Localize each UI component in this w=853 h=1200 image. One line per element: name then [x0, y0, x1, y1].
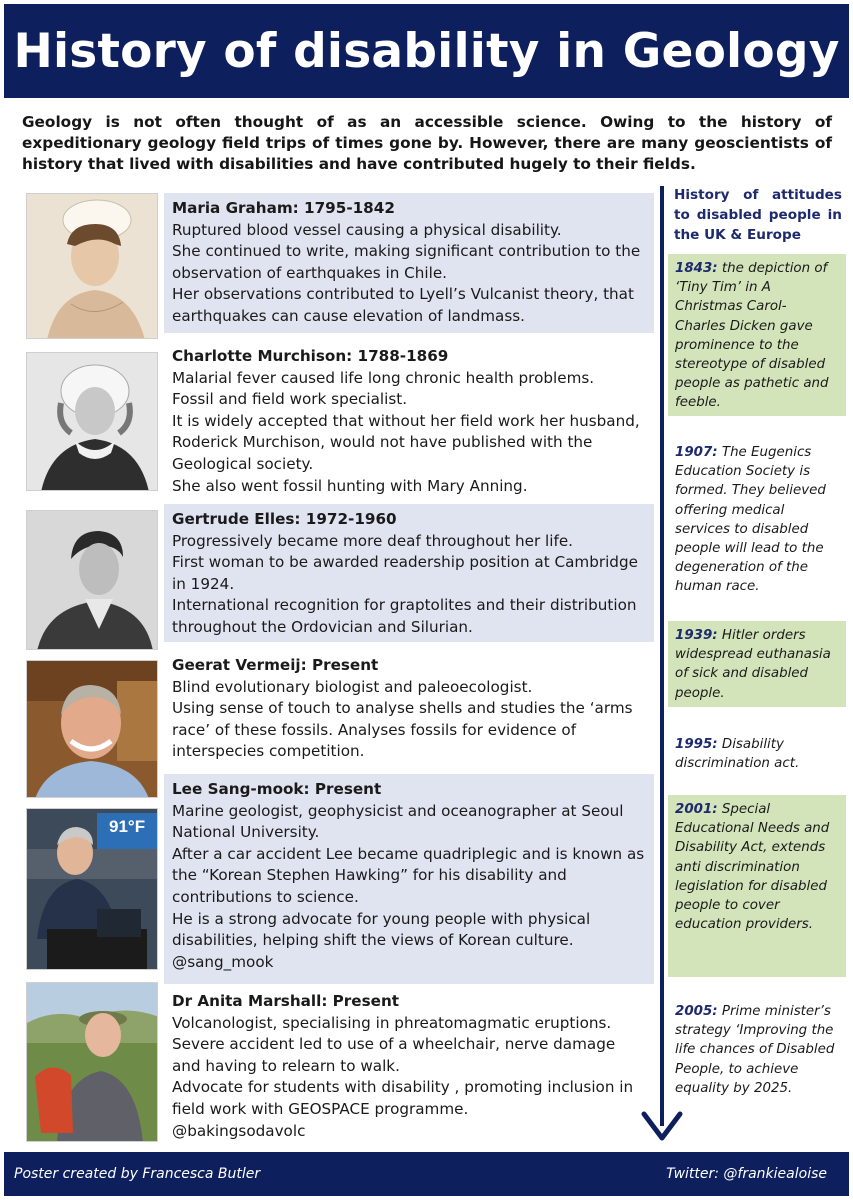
- person-name: Charlotte Murchison: 1788-1869: [172, 347, 449, 365]
- timeline-title: History of attitudes to disabled people in the UK & Europe: [674, 187, 842, 243]
- event-year: 1995:: [675, 737, 718, 752]
- bio-gertrude-elles: [164, 504, 654, 642]
- poster-credit: Poster created by Francesca Butler: [14, 1166, 261, 1182]
- bio-line: She also went fossil hunting with Mary Anning.: [172, 476, 528, 495]
- event-text: the depiction of ‘Tiny Tim’ in A Christmas Carol- Charles Dicken gave prominence to the stereotype of disabled people as pathetic and feeble.: [675, 261, 829, 411]
- person-name: Dr Anita Marshall: Present: [172, 992, 400, 1010]
- bio-line: She continued to write, making significant contribution to the observation of earthquakes in Chile.: [172, 242, 641, 282]
- timeline-event-1907: [668, 438, 846, 600]
- portrait-charlotte-murchison: [26, 352, 158, 491]
- portrait-gertrude-elles: [26, 510, 158, 650]
- twitter-handle: @sang_mook: [172, 952, 274, 971]
- person-name: Gertrude Elles: 1972-1960: [172, 510, 397, 528]
- timeline-event-1995: [668, 730, 846, 780]
- portrait-maria-graham: [26, 193, 158, 339]
- bio-lee-sang-mook: [164, 774, 654, 984]
- bio-line: Marine geologist, geophysicist and oceanographer at Seoul National University.: [172, 801, 624, 842]
- bio-line: Severe accident led to use of a wheelchair, nerve damage and having to relearn to walk.: [172, 1035, 616, 1075]
- bio-line: First woman to be awarded readership position at Cambridge in 1924.: [172, 553, 638, 593]
- person-name: Maria Graham: 1795-1842: [172, 199, 395, 217]
- bio-line: Blind evolutionary biologist and paleoecologist.: [172, 677, 533, 696]
- event-year: 1939:: [675, 628, 718, 643]
- event-text: Hitler orders widespread euthanasia of sick and disabled people.: [675, 628, 831, 701]
- portrait-lee-sang-mook: [26, 808, 158, 970]
- bio-line: Ruptured blood vessel causing a physical disability.: [172, 220, 562, 239]
- bio-line: Malarial fever caused life long chronic health problems.: [172, 368, 595, 387]
- timeline-event-2005: [668, 997, 846, 1125]
- timeline-event-1843: [668, 254, 846, 416]
- bio-line: After a car accident Lee became quadriplegic and is known as the “Korean Stephen Hawking” for his disability and contributions to science.: [172, 844, 645, 906]
- event-year: 2005:: [675, 1004, 718, 1019]
- event-text: Prime minister’s strategy ‘Improving the life chances of Disabled People, to achieve equality by 2025.: [675, 1004, 835, 1096]
- bio-line: Volcanologist, specialising in phreatomagmatic eruptions.: [172, 1013, 612, 1032]
- poster-footer: [4, 1152, 849, 1196]
- twitter-credit: Twitter: @frankiealoise: [666, 1166, 827, 1182]
- twitter-handle: @bakingsodavolc: [172, 1121, 306, 1140]
- bio-line: International recognition for graptolites and their distribution throughout the Ordovician and Silurian.: [172, 596, 637, 636]
- bio-line: Progressively became more deaf throughout her life.: [172, 531, 574, 550]
- timeline-event-2001: [668, 795, 846, 977]
- event-year: 1843:: [675, 261, 718, 276]
- event-text: Special Educational Needs and Disability Act, extends anti discrimination legislation for disabled people to cover education providers.: [675, 802, 830, 933]
- bio-line: He is a strong advocate for young people with physical disabilities, helping shift the views of Korean culture.: [172, 909, 591, 950]
- bio-line: Fossil and field work specialist.: [172, 390, 408, 409]
- bio-anita-marshall: [164, 986, 654, 1146]
- timeline-event-1939: [668, 621, 846, 707]
- bio-charlotte-murchison: [164, 341, 654, 499]
- person-name: Geerat Vermeij: Present: [172, 656, 379, 674]
- event-year: 1907:: [675, 445, 718, 460]
- intro-paragraph: Geology is not often thought of as an accessible science. Owing to the history of expeditionary geology field trips of times gone by. However, there are many geoscientists of history that lived with disabilities and have contributed hugely to their fields.: [22, 113, 832, 173]
- bio-line: Her observations contributed to Lyell’s Vulcanist theory, that earthquakes can cause elevation of landmass.: [172, 285, 634, 325]
- bio-geerat-vermeij: [164, 650, 654, 768]
- poster-header: [4, 4, 849, 98]
- bio-line: Using sense of touch to analyse shells and studies the ‘arms race’ of these fossils. Analyses fossils for evidence of interspecies competition.: [172, 699, 633, 761]
- portrait-geerat-vermeij: [26, 660, 158, 798]
- event-year: 2001:: [675, 802, 718, 817]
- bio-line: It is widely accepted that without her field work her husband, Roderick Murchison, would not have published with the Geological society.: [172, 411, 640, 473]
- temperature-sign: 91°F: [109, 817, 146, 836]
- bio-line: Advocate for students with disability , promoting inclusion in field work with GEOSPACE programme.: [172, 1078, 634, 1118]
- person-name: Lee Sang-mook: Present: [172, 780, 382, 798]
- bio-maria-graham: [164, 193, 654, 333]
- poster-title: History of disability in Geology: [13, 23, 840, 79]
- event-text: Disability discrimination act.: [675, 737, 800, 772]
- event-text: The Eugenics Education Society is formed. They believed offering medical services to disabled people will lead to the degeneration of the human race.: [675, 445, 826, 595]
- timeline-line: [660, 186, 664, 1126]
- portrait-anita-marshall: [26, 982, 158, 1142]
